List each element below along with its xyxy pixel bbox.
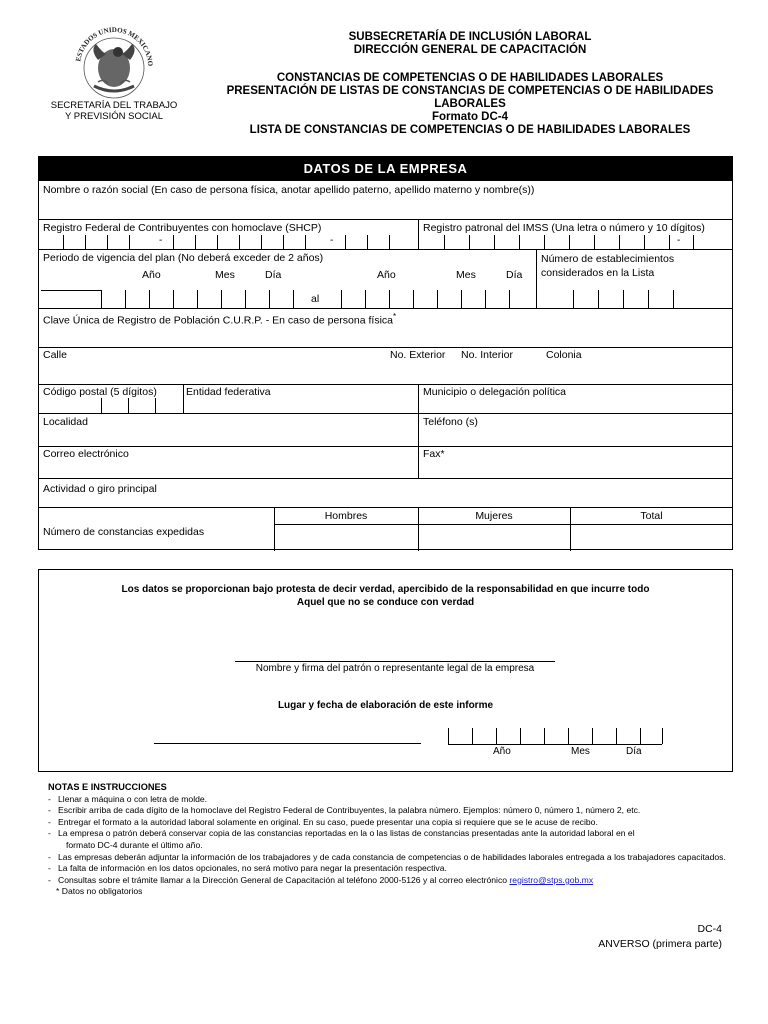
telefono-field[interactable] xyxy=(420,429,731,445)
subsecretaria-title: SUBSECRETARÍA DE INCLUSIÓN LABORAL xyxy=(348,31,592,43)
svg-text:ESTADOS UNIDOS MEXICANOS: ESTADOS UNIDOS MEXICANO xyxy=(74,25,155,67)
company-data-form: DATOS DE LA EMPRESA Nombre o razón social (En caso de persona física, anotar apellido paterno, apellido materno y nombre(s)) Registro Federal de Contribuyentes con homoclave (SHCP) - - Registro patronal del IMSS (Una letra o número y 10 dígitos) - Periodo de vigencia del plan (No deberá exceder de 2 años) Año Mes Día Año Mes Día al Número de establecimientos considerados en la Lista Clave Única de Registro de Población C.U.R.P. - En caso de persona física* Calle No. Exterior No. Interior Colonia Código postal (5 dígitos) Entidad federativa Municipio o delegación política Localidad Teléfono (s) Correo electrónico Fax* Actividad o giro principal Número de constancias expedidas Hombres Mujeres Total xyxy=(38,156,733,550)
imss-label: Registro patronal del IMSS (Una letra o número y 10 dígitos) xyxy=(423,222,705,234)
fax-field[interactable] xyxy=(420,461,731,477)
municipio-field[interactable] xyxy=(420,398,731,412)
footer-code: DC-4 xyxy=(697,923,722,935)
num-constancias-label: Número de constancias expedidas xyxy=(43,526,205,538)
periodo-label: Periodo de vigencia del plan (No deberá exceder de 2 años) xyxy=(43,252,324,264)
curp-field[interactable] xyxy=(41,327,731,345)
telefono-label: Teléfono (s) xyxy=(423,416,478,428)
num-establecimientos-field[interactable] xyxy=(538,290,731,307)
declaration-text-1: Los datos se proporcionan bajo protesta de decir verdad, apercibido de la responsabilidad en que incurre todo xyxy=(121,584,650,595)
notes-section xyxy=(48,782,748,898)
lugar-fecha-label: Lugar y fecha de elaboración de este informe xyxy=(277,700,494,711)
fecha-anio-label: Año xyxy=(493,746,511,757)
constancias-title: CONSTANCIAS DE COMPETENCIAS O DE HABILIDADES LABORALES xyxy=(276,72,664,84)
calle-label: Calle xyxy=(43,349,67,361)
declaration-box xyxy=(38,569,733,772)
mujeres-field[interactable] xyxy=(420,526,569,549)
correo-field[interactable] xyxy=(41,461,416,477)
al-label: al xyxy=(311,293,320,305)
mexican-seal-logo xyxy=(68,20,160,100)
note-item: - Las empresas deberán adjuntar la información de los trabajadores y de cada constancia de competencias o de habilidades laborales entregada a los trabajadores capacitados. xyxy=(48,851,726,862)
note-item-continuation: formato DC-4 durante el último año. xyxy=(66,839,203,850)
imss-field[interactable] xyxy=(420,234,731,248)
correo-label: Correo electrónico xyxy=(43,448,129,460)
note-item: - Entregar el formato a la autoridad laboral solamente en original. En su caso, puede presentar una copia si requiere que se le acuse de recibo. xyxy=(48,816,598,827)
actividad-field[interactable] xyxy=(189,480,731,506)
note-item: - Llenar a máquina o con letra de molde. xyxy=(48,793,208,804)
firma-label: Nombre y firma del patrón o representante legal de la empresa xyxy=(255,663,535,674)
rfc-label: Registro Federal de Contribuyentes con homoclave (SHCP) xyxy=(43,222,322,234)
localidad-field[interactable] xyxy=(41,429,416,445)
notes-title: NOTAS E INSTRUCCIONES xyxy=(48,782,167,792)
nombre-field[interactable] xyxy=(41,197,731,217)
codigo-postal-label: Código postal (5 dígitos) xyxy=(43,386,157,398)
footer xyxy=(598,922,722,952)
agency-name: SECRETARÍA DEL TRABAJO Y PREVISIÓN SOCIAL xyxy=(50,100,178,122)
total-field[interactable] xyxy=(572,526,731,549)
fax-label: Fax* xyxy=(423,448,445,460)
periodo-field[interactable] xyxy=(41,290,531,307)
nombre-label: Nombre o razón social (En caso de persona física, anotar apellido paterno, apellido materno y nombre(s)) xyxy=(43,184,535,196)
mujeres-header: Mujeres xyxy=(475,510,513,522)
email-link[interactable]: registro@stps.gob.mx xyxy=(509,874,594,885)
colonia-label: Colonia xyxy=(546,349,582,361)
section-title: DATOS DE LA EMPRESA xyxy=(39,157,732,181)
list-title: LISTA DE CONSTANCIAS DE COMPETENCIAS O DE HABILIDADES LABORALES xyxy=(249,124,691,136)
fecha-field[interactable] xyxy=(448,728,662,744)
declaration-text-2: Aquel que no se conduce con verdad xyxy=(296,597,475,608)
format-code: Formato DC-4 xyxy=(431,111,509,123)
lugar-line[interactable] xyxy=(154,743,421,744)
presentacion-title: PRESENTACIÓN DE LISTAS DE CONSTANCIAS DE COMPETENCIAS O DE HABILIDADES xyxy=(226,85,714,97)
entidad-field[interactable] xyxy=(185,398,417,412)
signature-line[interactable] xyxy=(235,661,555,662)
direccion-title: DIRECCIÓN GENERAL DE CAPACITACIÓN xyxy=(353,44,587,56)
optional-note: * Datos no obligatorios xyxy=(56,886,143,897)
hombres-header: Hombres xyxy=(324,510,368,522)
note-item: - La falta de información en los datos opcionales, no será motivo para negar la presentación respectiva. xyxy=(48,863,447,874)
domicilio-field[interactable] xyxy=(41,363,731,383)
fecha-mes-label: Mes xyxy=(571,746,590,757)
footer-side: ANVERSO (primera parte) xyxy=(598,938,722,950)
note-item: - Consultas sobre el trámite llamar a la Dirección General de Capacitación al teléfono 2000-5126 y al correo electrónico registro@stps.gob.mx xyxy=(48,874,594,885)
presentacion-title-cont: LABORALES xyxy=(434,98,506,110)
note-item: - Escribir arriba de cada dígito de la homoclave del Registro Federal de Contribuyentes, la palabra número. Ejemplos: número 0, número 1, número 2, etc. xyxy=(48,805,641,816)
entidad-label: Entidad federativa xyxy=(186,386,271,398)
fecha-dia-label: Día xyxy=(626,746,642,757)
codigo-postal-field[interactable] xyxy=(41,398,181,412)
curp-label: Clave Única de Registro de Población C.U.R.P. - En caso de persona física* xyxy=(43,312,397,327)
no-exterior-label: No. Exterior xyxy=(390,349,446,361)
actividad-label: Actividad o giro principal xyxy=(43,483,157,495)
no-interior-label: No. Interior xyxy=(461,349,513,361)
hombres-field[interactable] xyxy=(276,526,417,549)
total-header: Total xyxy=(640,510,663,522)
rfc-field[interactable] xyxy=(41,234,416,248)
num-establecimientos-label: Número de establecimientos considerados en la Lista xyxy=(541,253,675,279)
localidad-label: Localidad xyxy=(43,416,88,428)
municipio-label: Municipio o delegación política xyxy=(423,386,567,398)
note-item: - La empresa o patrón deberá conservar copia de las constancias reportadas en la o las listas de constancias presentadas ante la autoridad laboral en el xyxy=(48,828,635,839)
